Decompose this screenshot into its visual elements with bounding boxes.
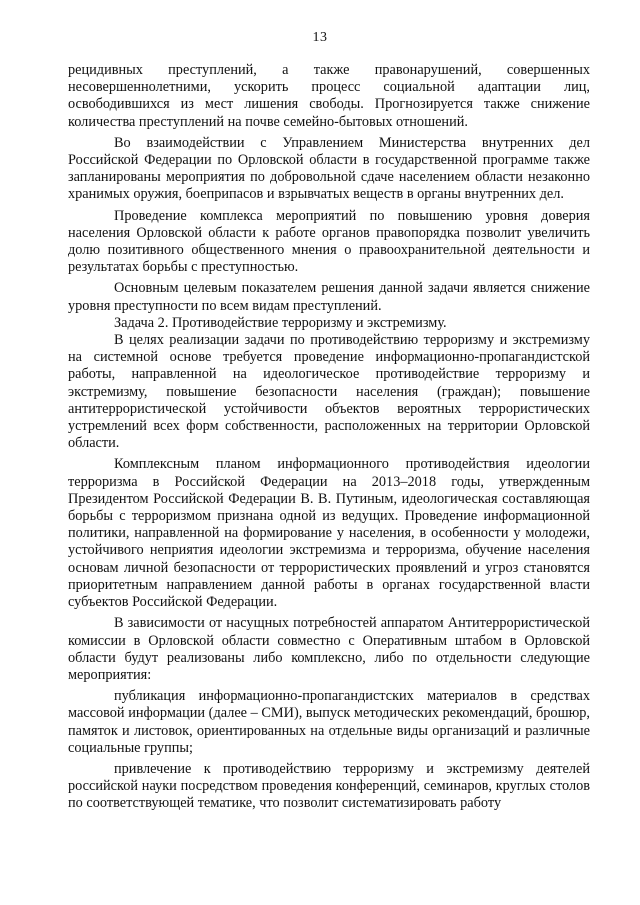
paragraph-interaction-mvd: Во взаимодействии с Управлением Министерства внутренних дел Российской Федерации по Орловской области в государственной программе также запланированы мероприятия по добровольной сдаче населением области незаконно хранимых оружия, боеприпасов и взрывчатых веществ в органы внутренних дел. [68,134,590,203]
paragraph-continuation: рецидивных преступлений, а также правонарушений, совершенных несовершеннолетними, ускорить процесс социальной адаптации лиц, освободившихся из мест лишения свободы. Прогнозируется также снижение количества преступлений на почве семейно-бытовых отношений. [68,62,590,130]
paragraph-task-heading: Задача 2. Противодействие терроризму и экстремизму. [114,314,447,331]
page-number: 13 [312,30,328,45]
paragraph-measure-science: привлечение к противодействию терроризму и экстремизму деятелей российской науки посредством проведения конференций, семинаров, круглых столов по соответствующей тематике, что позволит систематизировать работу [68,760,590,812]
paragraph-measures-intro: В зависимости от насущных потребностей аппаратом Антитеррористической комиссии в Орловской области совместно с Оперативным штабом в Орловской области будут реализованы либо комплексно, либо по отдельности следующие мероприятия: [68,615,590,683]
paragraph-target-indicator: Основным целевым показателем решения данной задачи является снижение уровня преступности по всем видам преступлений. [68,280,590,314]
paragraph-complex-plan: Комплексным планом информационного противодействия идеологии терроризма в Российской Федерации на 2013–2018 годы, утвержденным Президентом Российской Федерации В. В. Путиным, идеологическая составляющая борьбы с терроризмом признана одной из ведущих. Проведение информационной политики, направленной на формирование у населения, в особенности у молодежи, устойчивого неприятия идеологии экстремизма и терроризма, обучение населения основам личной безопасности от террористических проявлений и угроз становятся приоритетным направлением данной работы в органах государственной власти субъектов Российской Федерации. [68,456,590,611]
paragraph-measure-publications: публикация информационно-пропагандистских материалов в средствах массовой информации (далее – СМИ), выпуск методических рекомендаций, брошюр, памяток и листовок, ориентированных на отдельные виды организаций и различные социальные группы; [68,688,590,756]
paragraph-trust-level: Проведение комплекса мероприятий по повышению уровня доверия населения Орловской области к работе органов правопорядка позволит увеличить долю позитивного общественного мнения о правоохранительной деятельности и результатах борьбы с преступностью. [68,207,590,276]
paragraph-task-goals: В целях реализации задачи по противодействию терроризму и экстремизму на системной основе требуется проведение информационно-пропагандистской работы, направленной на идеологическое противодействие терроризму и экстремизму, повышение безопасности населения (граждан); повышение антитеррористической устойчивости объектов вероятных террористических устремлений всех форм собственности, расположенных на территории Орловской области. [68,332,590,452]
document-body [68,62,590,813]
